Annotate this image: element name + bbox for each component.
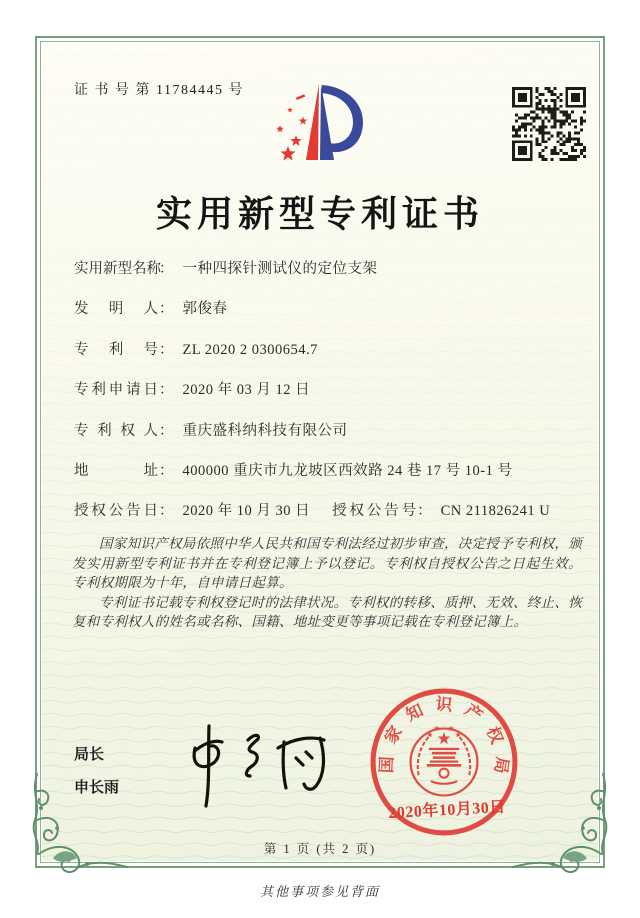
page-number: 第 1 页 (共 2 页): [263, 842, 377, 856]
field-value-filing-date: 2020 年 03 月 12 日: [182, 382, 311, 399]
seal-date: 2020年10月30日: [387, 798, 507, 823]
field-label: 地址: [74, 462, 158, 479]
field-colon: ：: [159, 382, 174, 399]
logo-spark-dash: [296, 94, 305, 100]
field-value-grant-no: CN 211826241 U: [440, 503, 551, 520]
field-value-title: 一种四探针测试仪的定位支架: [182, 261, 378, 277]
field-colon: ：: [159, 462, 174, 479]
field-value-grant-date: 2020 年 10 月 30 日: [182, 503, 311, 520]
field-label: 授权公告日: [74, 503, 158, 520]
field-colon: ：: [417, 503, 432, 520]
field-label: 专利权人: [74, 422, 158, 439]
logo-stars: [276, 107, 307, 161]
field-colon: ：: [159, 503, 174, 520]
director-title: 局长: [74, 746, 105, 763]
signature-stroke: [246, 735, 258, 776]
field-colon: ：: [159, 261, 174, 277]
field-label: 授权公告号: [332, 503, 417, 520]
field-row: [74, 297, 600, 337]
field-value-inventor: 郭俊春: [182, 301, 228, 318]
legal-paragraph-2: 专利证书记载专利权登记时的法律状况。专利权的转移、质押、无效、终止、恢复和专利权人的姓名或名称、国籍、地址变更等事项记载在专利登记簿上。: [72, 594, 582, 629]
field-label: 专利号: [74, 341, 158, 358]
seal-ring-text: 国家知识产权局: [376, 694, 513, 786]
director-name: 申长雨: [74, 779, 120, 796]
signature-stroke: [296, 758, 303, 765]
field-label: 发明人: [74, 301, 158, 318]
qr-code: [512, 87, 586, 161]
field-row: [74, 419, 600, 459]
signature-stroke: [283, 742, 286, 788]
seal-emblem-gate: [427, 748, 461, 767]
legal-paragraph-1: 国家知识产权局依照中华人民共和国专利法经过初步审查，决定授予专利权，颁发实用新型专利证书并在专利登记簿上予以登记。专利权自授权公告之日起生效。专利权期限为十年，自申请日起算。: [72, 536, 582, 590]
field-colon: ：: [159, 341, 174, 358]
field-colon: ：: [159, 301, 174, 318]
field-value-address: 400000 重庆市九龙坡区西效路 24 巷 17 号 10-1 号: [182, 462, 513, 479]
signature-stroke: [304, 738, 323, 789]
field-row: [74, 378, 600, 418]
certificate-title: 实用新型专利证书: [155, 194, 484, 234]
cnipa-logo: [266, 80, 366, 165]
field-label: 专利申请日: [74, 382, 158, 399]
field-row: [74, 459, 600, 499]
back-side-note: 其他事项参见背面: [259, 884, 380, 899]
field-value-patent-no: ZL 2020 2 0300654.7: [182, 341, 318, 358]
field-label: 实用新型名称: [74, 261, 161, 277]
field-list: [74, 257, 600, 540]
legal-paragraphs: [72, 534, 582, 632]
certificate-number: 证 书 号 第 11784445 号: [74, 83, 244, 98]
field-colon: ：: [159, 422, 174, 439]
director-signature: [182, 714, 342, 814]
field-value-patentee: 重庆盛科纳科技有限公司: [182, 422, 348, 439]
corner-flourish-right: [509, 768, 613, 880]
signature-stroke: [306, 752, 312, 758]
corner-flourish-left: [27, 768, 131, 880]
field-row: [74, 257, 600, 297]
field-row: [74, 338, 600, 378]
